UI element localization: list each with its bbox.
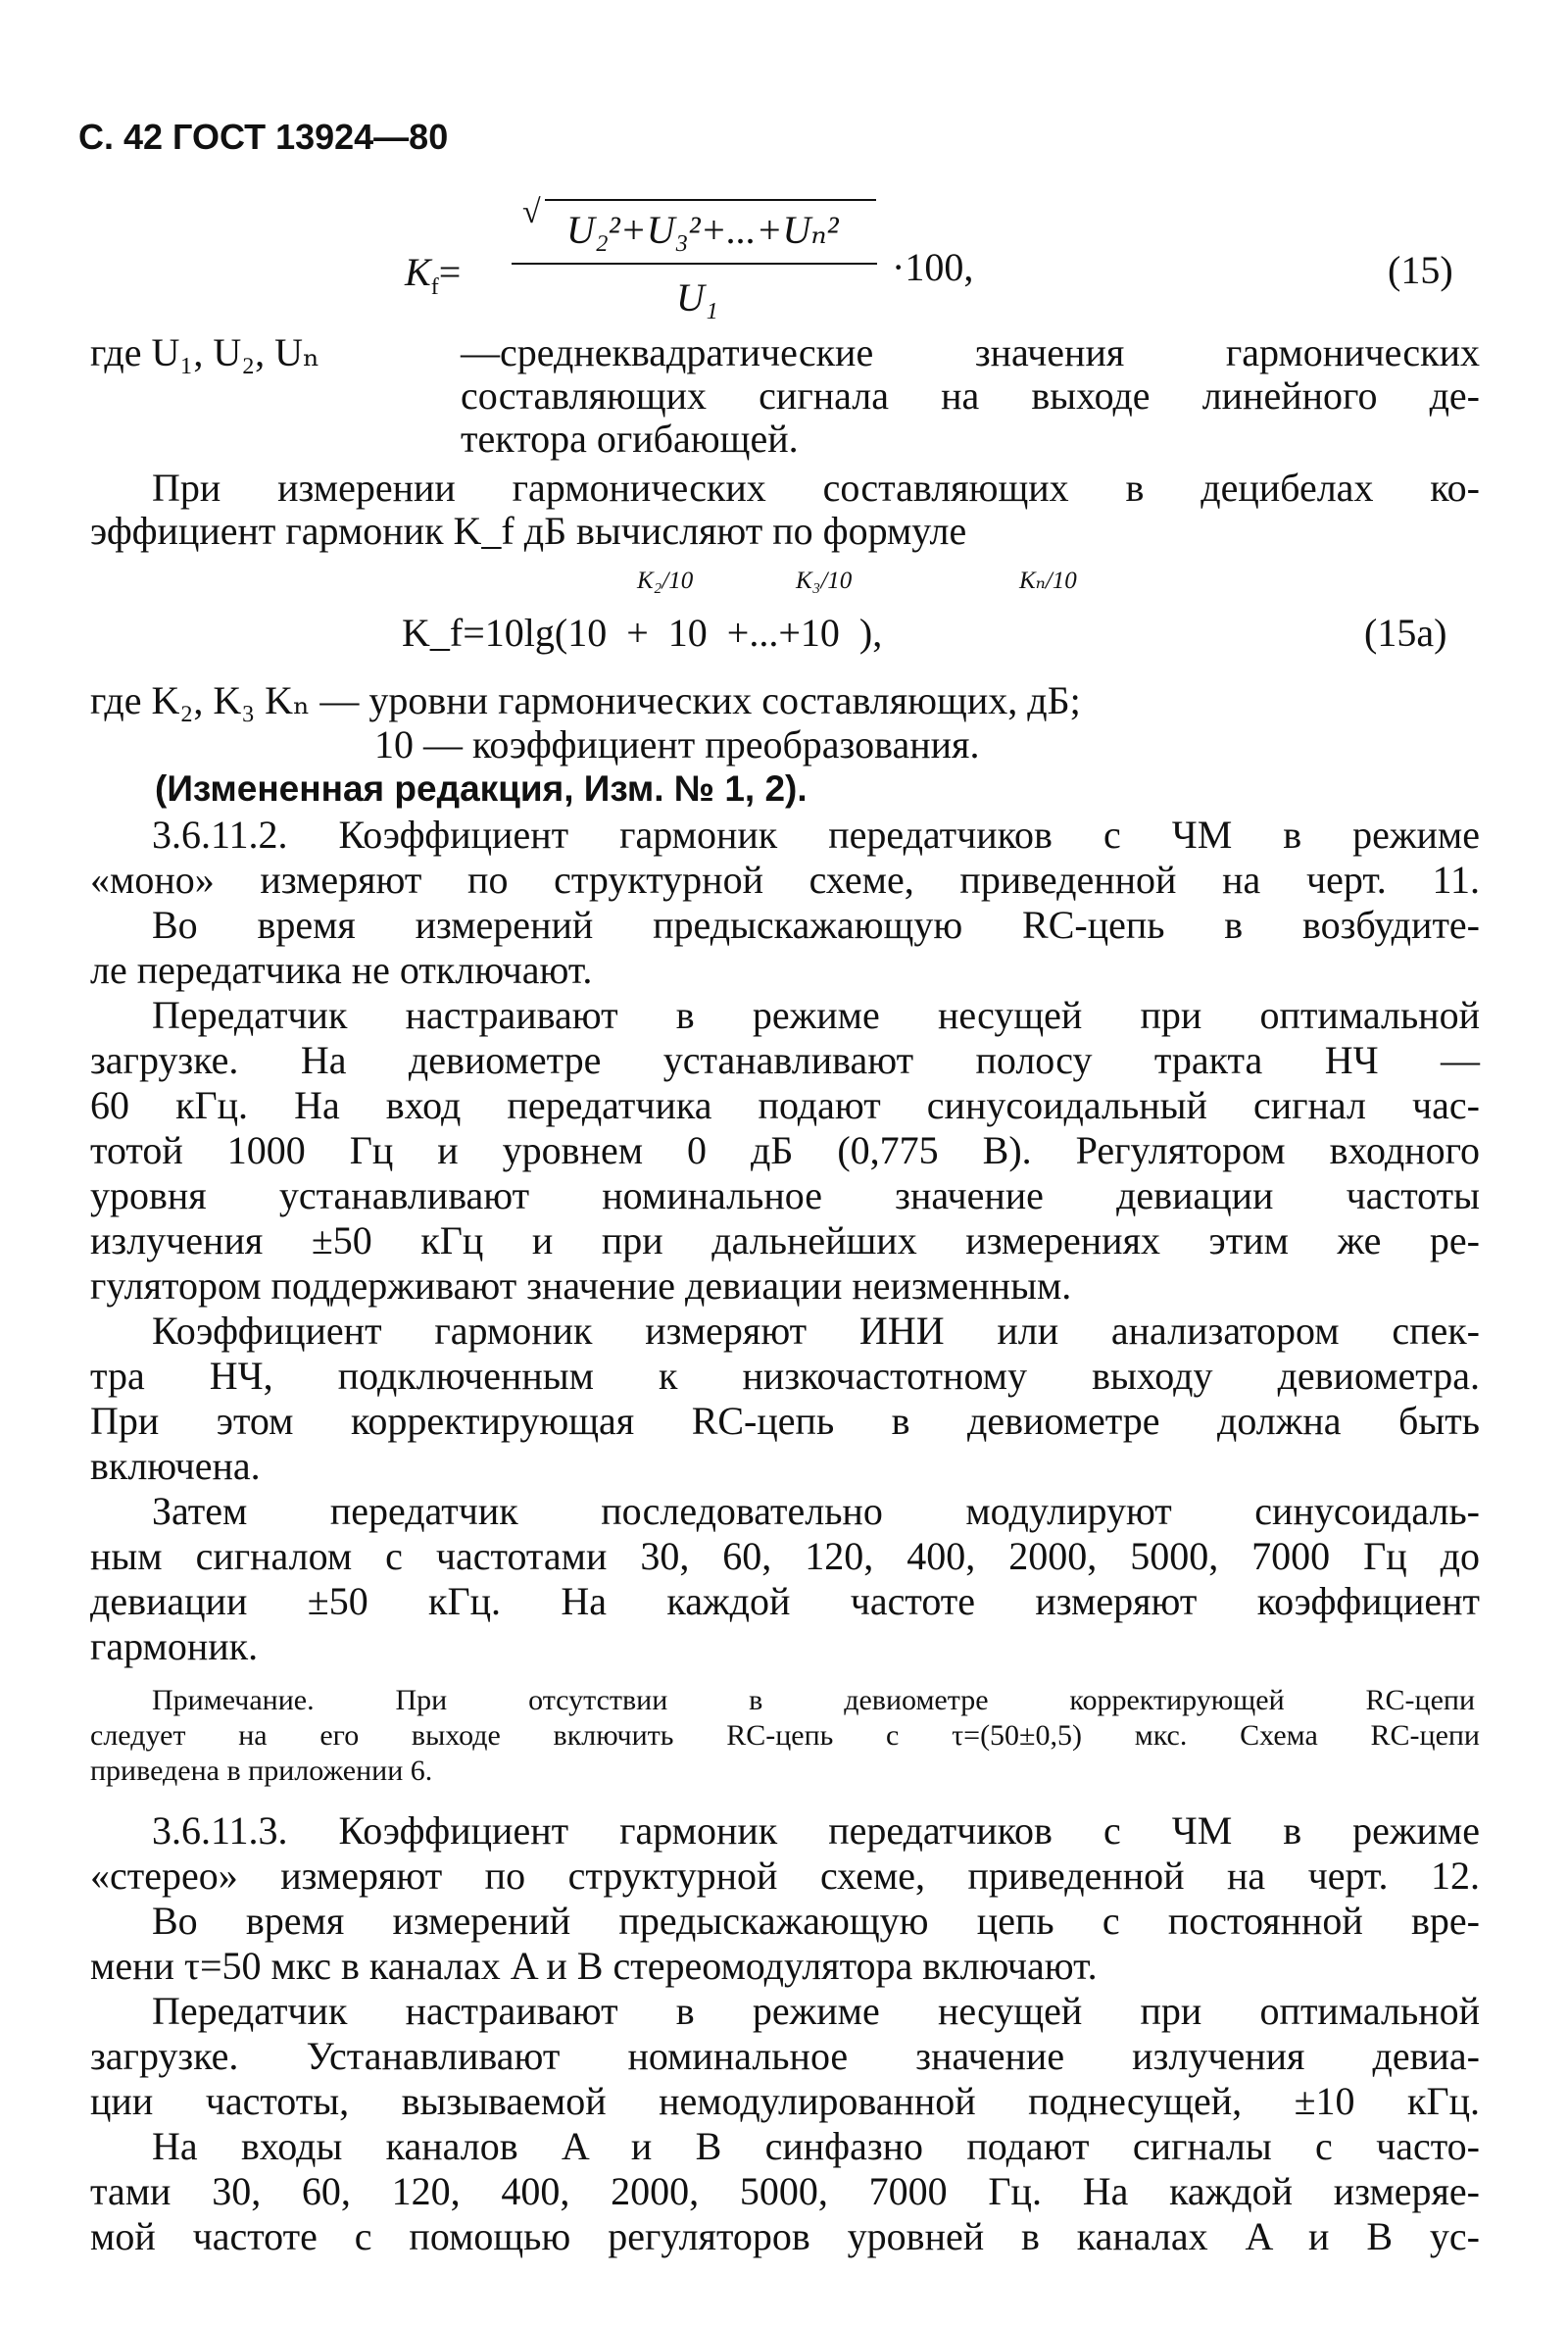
- body-line-11: гулятором поддерживают значение девиации неизменным.: [90, 1263, 1072, 1308]
- body-line-15: включена.: [90, 1444, 261, 1488]
- formula-15-radical: √: [522, 194, 541, 230]
- body-line-8: тотой 1000 Гц и уровнем 0 дБ (0,775 В). Регулятором входного: [90, 1128, 1480, 1172]
- body-line-3: Во время измерений предыскажающую RC-цепь в возбудите-: [152, 903, 1480, 947]
- page-header: С. 42 ГОСТ 13924—80: [78, 117, 449, 157]
- formula-15a-exponent-3: Kₙ/10: [1019, 568, 1077, 594]
- body-line-19: гармоник.: [90, 1624, 259, 1668]
- revision-note: (Измененная редакция, Изм. № 1, 2).: [155, 768, 808, 809]
- body2-line-4: мени τ=50 мкс в каналах A и B стереомодулятора включают.: [90, 1944, 1098, 1988]
- body-line-1: 3.6.11.2. Коэффициент гармоник передатчиков с ЧМ в режиме: [152, 813, 1480, 857]
- body-line-14: При этом корректирующая RC-цепь в девиометре должна быть: [90, 1399, 1480, 1443]
- formula-15-lhs-subscript: f: [430, 274, 439, 300]
- where-15a-line-2: 10 — коэффициент преобразования.: [374, 722, 980, 767]
- formula-15-lhs-symbol: K: [405, 250, 431, 294]
- where-15-def-line-2: составляющих сигнала на выходе линейного де-: [461, 373, 1480, 418]
- body2-line-8: На входы каналов A и B синфазно подают сигналы с часто-: [152, 2124, 1480, 2168]
- body2-line-10: мой частоте с помощью регуляторов уровней в каналах A и B ус-: [90, 2214, 1480, 2258]
- formula-15-fraction-bar: [512, 263, 877, 265]
- body-line-7: 60 кГц. На вход передатчика подают синусоидальный сигнал час-: [90, 1083, 1480, 1127]
- body-line-9: уровня устанавливают номинальное значение девиации частоты: [90, 1173, 1480, 1217]
- body-line-13: тра НЧ, подключенным к низкочастотному выходу девиометра.: [90, 1354, 1480, 1398]
- paragraph-db-line-1: При измерении гармонических составляющих в децибелах ко-: [152, 466, 1480, 510]
- body-line-2: «моно» измеряют по структурной схеме, приведенной на черт. 11.: [90, 858, 1480, 902]
- body2-line-1: 3.6.11.3. Коэффициент гармоник передатчиков с ЧМ в режиме: [152, 1808, 1480, 1853]
- formula-15-denominator: U₁: [676, 275, 718, 320]
- body-line-4: ле передатчика не отключают.: [90, 948, 593, 992]
- paragraph-db-line-2: эффициент гармоник K_f дБ вычисляют по формуле: [90, 509, 967, 553]
- body-line-5: Передатчик настраивают в режиме несущей при оптимальной: [152, 993, 1480, 1037]
- body-line-18: девиации ±50 кГц. На каждой частоте измеряют коэффициент: [90, 1579, 1480, 1623]
- body2-line-3: Во время измерений предыскажающую цепь с постоянной вре-: [152, 1899, 1480, 1943]
- body-line-10: излучения ±50 кГц и при дальнейших измерениях этим же ре-: [90, 1218, 1480, 1262]
- body-line-17: ным сигналом с частотами 30, 60, 120, 400, 2000, 5000, 7000 Гц до: [90, 1534, 1480, 1578]
- formula-15-number: (15): [1388, 248, 1453, 292]
- formula-15a-exponent-2: K₃/10: [796, 568, 853, 594]
- formula-15a-body: K_f=10lg(10 + 10 +...+10 ),: [402, 611, 883, 655]
- formula-15-lhs: [405, 250, 462, 300]
- formula-15-multiplier: ·100,: [892, 245, 974, 289]
- body-line-16: Затем передатчик последовательно модулируют синусоидаль-: [152, 1489, 1480, 1533]
- note-line-1: Примечание. При отсутствии в девиометре корректирующей RC-цепи: [152, 1684, 1475, 1716]
- body2-line-5: Передатчик настраивают в режиме несущей при оптимальной: [152, 1989, 1480, 2033]
- body-line-12: Коэффициент гармоник измеряют ИНИ или анализатором спек-: [152, 1309, 1480, 1353]
- note-line-2: следует на его выходе включить RC-цепь с τ=(50±0,5) мкс. Схема RC-цепи: [90, 1719, 1480, 1752]
- body2-line-7: ции частоты, вызываемой немодулированной поднесущей, ±10 кГц.: [90, 2079, 1480, 2123]
- body-line-6: загрузке. На девиометре устанавливают полосу тракта НЧ —: [90, 1038, 1480, 1082]
- formula-15-equals: =: [438, 250, 462, 294]
- note-line-3: приведена в приложении 6.: [90, 1755, 433, 1787]
- formula-15a-exponent-1: K₂/10: [637, 568, 694, 594]
- formula-15a-number: (15а): [1364, 611, 1447, 655]
- body2-line-9: тами 30, 60, 120, 400, 2000, 5000, 7000 Гц. На каждой измеряе-: [90, 2169, 1480, 2213]
- formula-15-numerator: U₂²+U₃²+...+Uₙ²: [566, 208, 839, 252]
- where-15-prefix: где U₁, U₂, Uₙ: [90, 330, 320, 374]
- where-15-def-line-1: —среднеквадратические значения гармонических: [461, 330, 1480, 374]
- where-15a-line-1: где K₂, K₃ Kₙ — уровни гармонических составляющих, дБ;: [90, 678, 1081, 722]
- formula-15-radical-bar: [545, 199, 876, 201]
- body2-line-2: «стерео» измеряют по структурной схеме, приведенной на черт. 12.: [90, 1854, 1480, 1898]
- body2-line-6: загрузке. Устанавливают номинальное значение излучения девиа-: [90, 2034, 1480, 2078]
- where-15-def-line-3: тектора огибающей.: [461, 417, 799, 461]
